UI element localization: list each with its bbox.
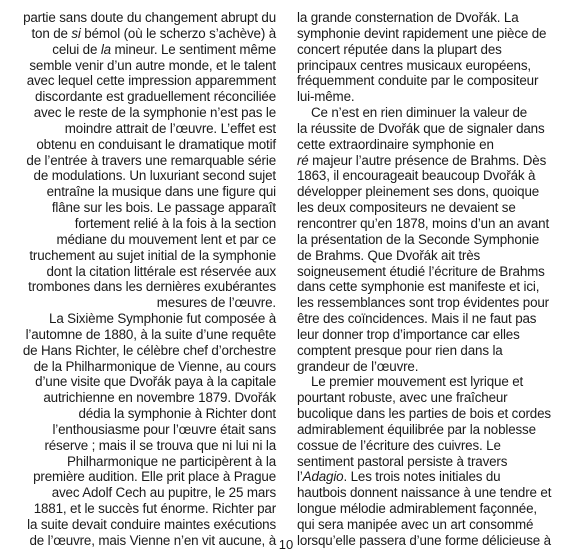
text-line <box>14 58 276 74</box>
text-line <box>14 343 276 359</box>
text-line <box>297 264 563 280</box>
text-line <box>297 359 563 375</box>
text-line <box>14 406 276 422</box>
text-run: comptent presque pour rien dans la <box>297 342 503 358</box>
text-run: avec lequel cette impression apparemment <box>26 73 276 89</box>
text-line <box>297 279 563 295</box>
text-line <box>297 105 563 121</box>
text-run: d’une visite que Dvořák paya à la capitale <box>35 374 276 390</box>
text-line <box>14 42 276 58</box>
text-line <box>297 42 563 58</box>
text-run: de Brahms. Que Dvořák ait très <box>297 247 481 263</box>
text-line <box>14 438 276 454</box>
text-run: cossue de l’écriture des cuivres. Le <box>297 437 501 453</box>
text-line <box>14 137 276 153</box>
text-line <box>14 105 276 121</box>
text-run: La Sixième Symphonie fut composée à <box>49 311 276 327</box>
text-run: pourtant robuste, avec une fraîcheur <box>297 390 508 406</box>
text-line <box>14 501 276 517</box>
text-run: les deux compositeurs ne devaient se <box>297 200 516 216</box>
text-line <box>297 73 563 89</box>
text-run: de Hans Richter, le célèbre chef d’orchestre <box>22 342 276 358</box>
text-run: . Les trois notes initiales du <box>343 469 501 485</box>
text-line <box>14 26 276 42</box>
text-run: l’automne de 1880, à la suite d’une requête <box>25 326 276 342</box>
text-run: dédia la symphonie à Richter dont <box>78 406 276 422</box>
text-line <box>14 517 276 533</box>
text-line <box>297 153 563 169</box>
text-line <box>297 311 563 327</box>
text-run: admirablement équilibrée par la noblesse <box>297 421 536 437</box>
text-run: 1863, il encourageait beaucoup Dvořák à <box>297 168 536 184</box>
text-line <box>297 469 563 485</box>
text-line <box>297 438 563 454</box>
text-line <box>14 10 276 26</box>
italic-run: ré <box>297 152 309 168</box>
text-run: fortement relié à la fois à la section <box>74 215 276 231</box>
text-run: avec Adolf Cech au pupitre, le 25 mars <box>51 485 276 501</box>
text-line <box>297 327 563 343</box>
text-line <box>14 359 276 375</box>
text-run: soigneusement étudié l’écriture de Brahms <box>297 263 545 279</box>
text-line <box>297 343 563 359</box>
text-line <box>297 168 563 184</box>
text-run: de la Philharmonique de Vienne, au cours <box>33 358 276 374</box>
text-run: partie sans doute du changement abrupt du <box>23 10 276 25</box>
text-run: dans cette symphonie est manifeste et ici, <box>297 279 540 295</box>
text-line <box>14 469 276 485</box>
text-line <box>14 216 276 232</box>
text-line <box>14 200 276 216</box>
left-text-column <box>14 10 276 549</box>
text-line <box>297 26 563 42</box>
text-run: bucolique dans les parties de bois et cordes <box>297 406 551 422</box>
text-run: flâne sur les bois. Le passage apparaît <box>51 200 276 216</box>
text-run: mineur. Le sentiment même <box>110 41 276 57</box>
text-line <box>297 295 563 311</box>
text-line <box>14 295 276 311</box>
text-line <box>297 248 563 264</box>
text-run: de l’œuvre, mais Vienne n’en vit aucune, à <box>29 532 276 548</box>
text-line <box>297 374 563 390</box>
text-run: avec le reste de la symphonie n’est pas le <box>33 105 276 121</box>
italic-run: la <box>100 41 111 57</box>
text-run: de l’entrée à travers une remarquable série <box>26 152 276 168</box>
text-line <box>297 517 563 533</box>
text-run: fréquemment conduite par le compositeur <box>297 73 539 89</box>
text-run: la grande consternation de Dvořák. La <box>297 10 519 25</box>
text-line <box>297 422 563 438</box>
text-run: longue mélodie admirablement façonnée, <box>297 501 537 517</box>
text-run: cette extraordinaire symphonie en <box>297 136 494 152</box>
text-line <box>14 279 276 295</box>
text-run: réserve ; mais il se trouva que ni lui ni la <box>44 437 276 453</box>
text-line <box>297 10 563 26</box>
text-run: majeur l’autre présence de Brahms. Dès <box>308 152 547 168</box>
text-line <box>297 454 563 470</box>
text-line <box>14 248 276 264</box>
text-run: celui de <box>52 41 101 57</box>
text-run: l’enthousiasme pour l’œuvre était sans <box>52 421 276 437</box>
text-run: truchement au sujet initial de la symphonie <box>29 247 276 263</box>
text-run: l’ <box>297 469 303 485</box>
text-run: leur donner trop d’importance car elles <box>297 326 520 342</box>
right-text-column <box>297 10 563 549</box>
text-line <box>14 73 276 89</box>
text-run: semble venir d’un autre monde, et le talent <box>29 57 276 73</box>
text-line <box>14 454 276 470</box>
text-line <box>297 232 563 248</box>
text-line <box>297 184 563 200</box>
text-line <box>14 485 276 501</box>
text-run: la présentation de la Seconde Symphonie <box>297 231 540 247</box>
italic-run: si <box>71 25 81 41</box>
text-run: 1881, et le succès fut énorme. Richter par <box>33 501 276 517</box>
text-run: trombones dans les dernières exubérantes <box>28 279 276 295</box>
text-run: de modulations. Un luxuriant second sujet <box>33 168 276 184</box>
text-run: symphonie devint rapidement une pièce de <box>297 25 547 41</box>
text-line <box>297 58 563 74</box>
text-run: sentiment pastoral persiste à travers <box>297 453 508 469</box>
text-run: entraîne la musique dans une figure qui <box>46 184 276 200</box>
text-line <box>297 406 563 422</box>
text-run: Le premier mouvement est lyrique et <box>311 374 524 390</box>
text-line <box>14 264 276 280</box>
text-line <box>14 374 276 390</box>
text-run: ton de <box>31 25 72 41</box>
text-run: Ce n’est en rien diminuer la valeur de <box>311 105 528 121</box>
text-line <box>14 184 276 200</box>
text-run: première audition. Elle prit place à Prague <box>33 469 276 485</box>
text-run: dont la citation littérale est réservée aux <box>46 263 276 279</box>
text-run: grandeur de l’œuvre. <box>297 358 419 374</box>
text-line <box>297 390 563 406</box>
text-line <box>297 216 563 232</box>
page-number: 10 <box>278 537 294 552</box>
text-run: la réussite de Dvořák que de signaler dans <box>297 120 545 136</box>
text-run: moindre attrait de l’œuvre. L’effet est <box>64 120 276 136</box>
text-line <box>14 153 276 169</box>
text-line <box>14 121 276 137</box>
text-run: lui-même. <box>297 89 355 105</box>
text-line <box>14 89 276 105</box>
text-run: hautbois donnent naissance à une tendre et <box>297 485 552 501</box>
text-run: les ressemblances sont trop évidentes pour <box>297 295 549 311</box>
text-run: être des coïncidences. Mais il ne faut pas <box>297 311 537 327</box>
text-run: principaux centres musicaux européens, <box>297 57 531 73</box>
text-run: qui sera manipée avec un art consommé <box>297 517 534 532</box>
text-line <box>297 121 563 137</box>
text-run: discordante est graduellement réconciliée <box>35 89 276 105</box>
text-line <box>14 311 276 327</box>
text-run: obtenu en conduisant le dramatique motif <box>36 136 276 152</box>
text-run: concert réputée dans la plupart des <box>297 41 502 57</box>
text-line <box>14 422 276 438</box>
text-line <box>14 327 276 343</box>
text-line <box>14 390 276 406</box>
text-line <box>297 200 563 216</box>
text-run: médiane du mouvement lent et par ce <box>56 231 276 247</box>
text-line <box>297 89 563 105</box>
italic-run: Adagio <box>302 469 344 485</box>
text-run: bémol (où le scherzo s’achève) à <box>80 25 276 41</box>
text-run: autrichienne en novembre 1879. Dvořák <box>43 390 276 406</box>
text-line <box>297 137 563 153</box>
text-line <box>14 232 276 248</box>
text-run: rencontrer qu’en 1878, moins d’un an avant <box>297 215 550 231</box>
text-run: Philharmonique ne participèrent à la <box>67 453 276 469</box>
text-line <box>297 501 563 517</box>
text-run: développer pleinement ses dons, quoique <box>297 184 540 200</box>
text-line <box>297 485 563 501</box>
text-run: la suite devait conduire maintes exécutions <box>27 517 276 532</box>
text-run: lorsqu’elle passera d’une forme délicieuse à <box>297 532 551 548</box>
text-run: mesures de l’œuvre. <box>156 295 276 311</box>
text-line <box>14 168 276 184</box>
